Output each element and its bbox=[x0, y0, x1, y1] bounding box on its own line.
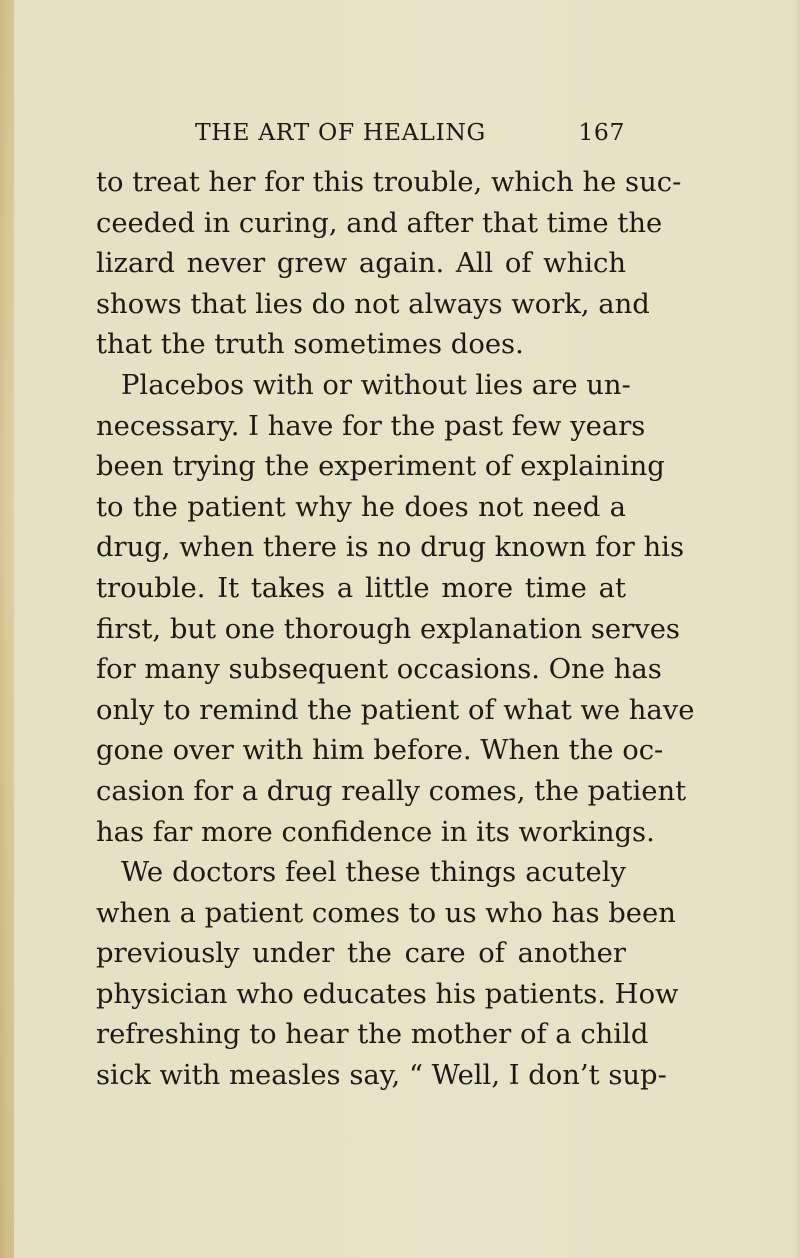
text-line: Placebos with or without lies are un- bbox=[121, 369, 631, 401]
text-line: ceeded in curing, and after that time the bbox=[96, 207, 663, 239]
text-line: trouble. It takes a little more time at bbox=[96, 572, 626, 604]
text-line: We doctors feel these things acutely bbox=[121, 857, 626, 889]
text-line: that the truth sometimes does. bbox=[96, 329, 524, 361]
running-title: THE ART OF HEALING bbox=[195, 118, 486, 146]
text-line: previously under the care of another bbox=[96, 938, 626, 970]
text-line: shows that lies do not always work, and bbox=[96, 288, 650, 320]
running-head bbox=[195, 118, 625, 154]
text-line: to treat her for this trouble, which he suc- bbox=[96, 167, 682, 198]
binding-gutter bbox=[0, 0, 14, 1258]
text-line: been trying the experiment of explaining bbox=[96, 451, 665, 483]
text-line: when a patient comes to us who has been bbox=[96, 897, 676, 929]
text-line: first, but one thorough explanation serves bbox=[96, 613, 680, 645]
text-line: physician who educates his patients. How bbox=[96, 978, 679, 1010]
text-line: to the patient why he does not need a bbox=[96, 491, 626, 523]
page-number: 167 bbox=[578, 118, 625, 146]
text-line: necessary. I have for the past few years bbox=[96, 410, 646, 442]
text-line: sick with measles say, “ Well, I don’t sup- bbox=[96, 1060, 667, 1092]
text-line: refreshing to hear the mother of a child bbox=[96, 1019, 649, 1051]
text-line: drug, when there is no drug known for his bbox=[96, 532, 685, 564]
text-line: gone over with him before. When the oc- bbox=[96, 735, 664, 767]
body-text bbox=[96, 163, 695, 1097]
text-line: only to remind the patient of what we have bbox=[96, 694, 695, 726]
page-edge bbox=[794, 0, 800, 1258]
text-line: casion for a drug really comes, the patient bbox=[96, 775, 687, 807]
text-line: lizard never grew again. All of which bbox=[96, 248, 626, 280]
text-line: has far more confidence in its workings. bbox=[96, 816, 655, 848]
text-line: for many subsequent occasions. One has bbox=[96, 654, 662, 686]
